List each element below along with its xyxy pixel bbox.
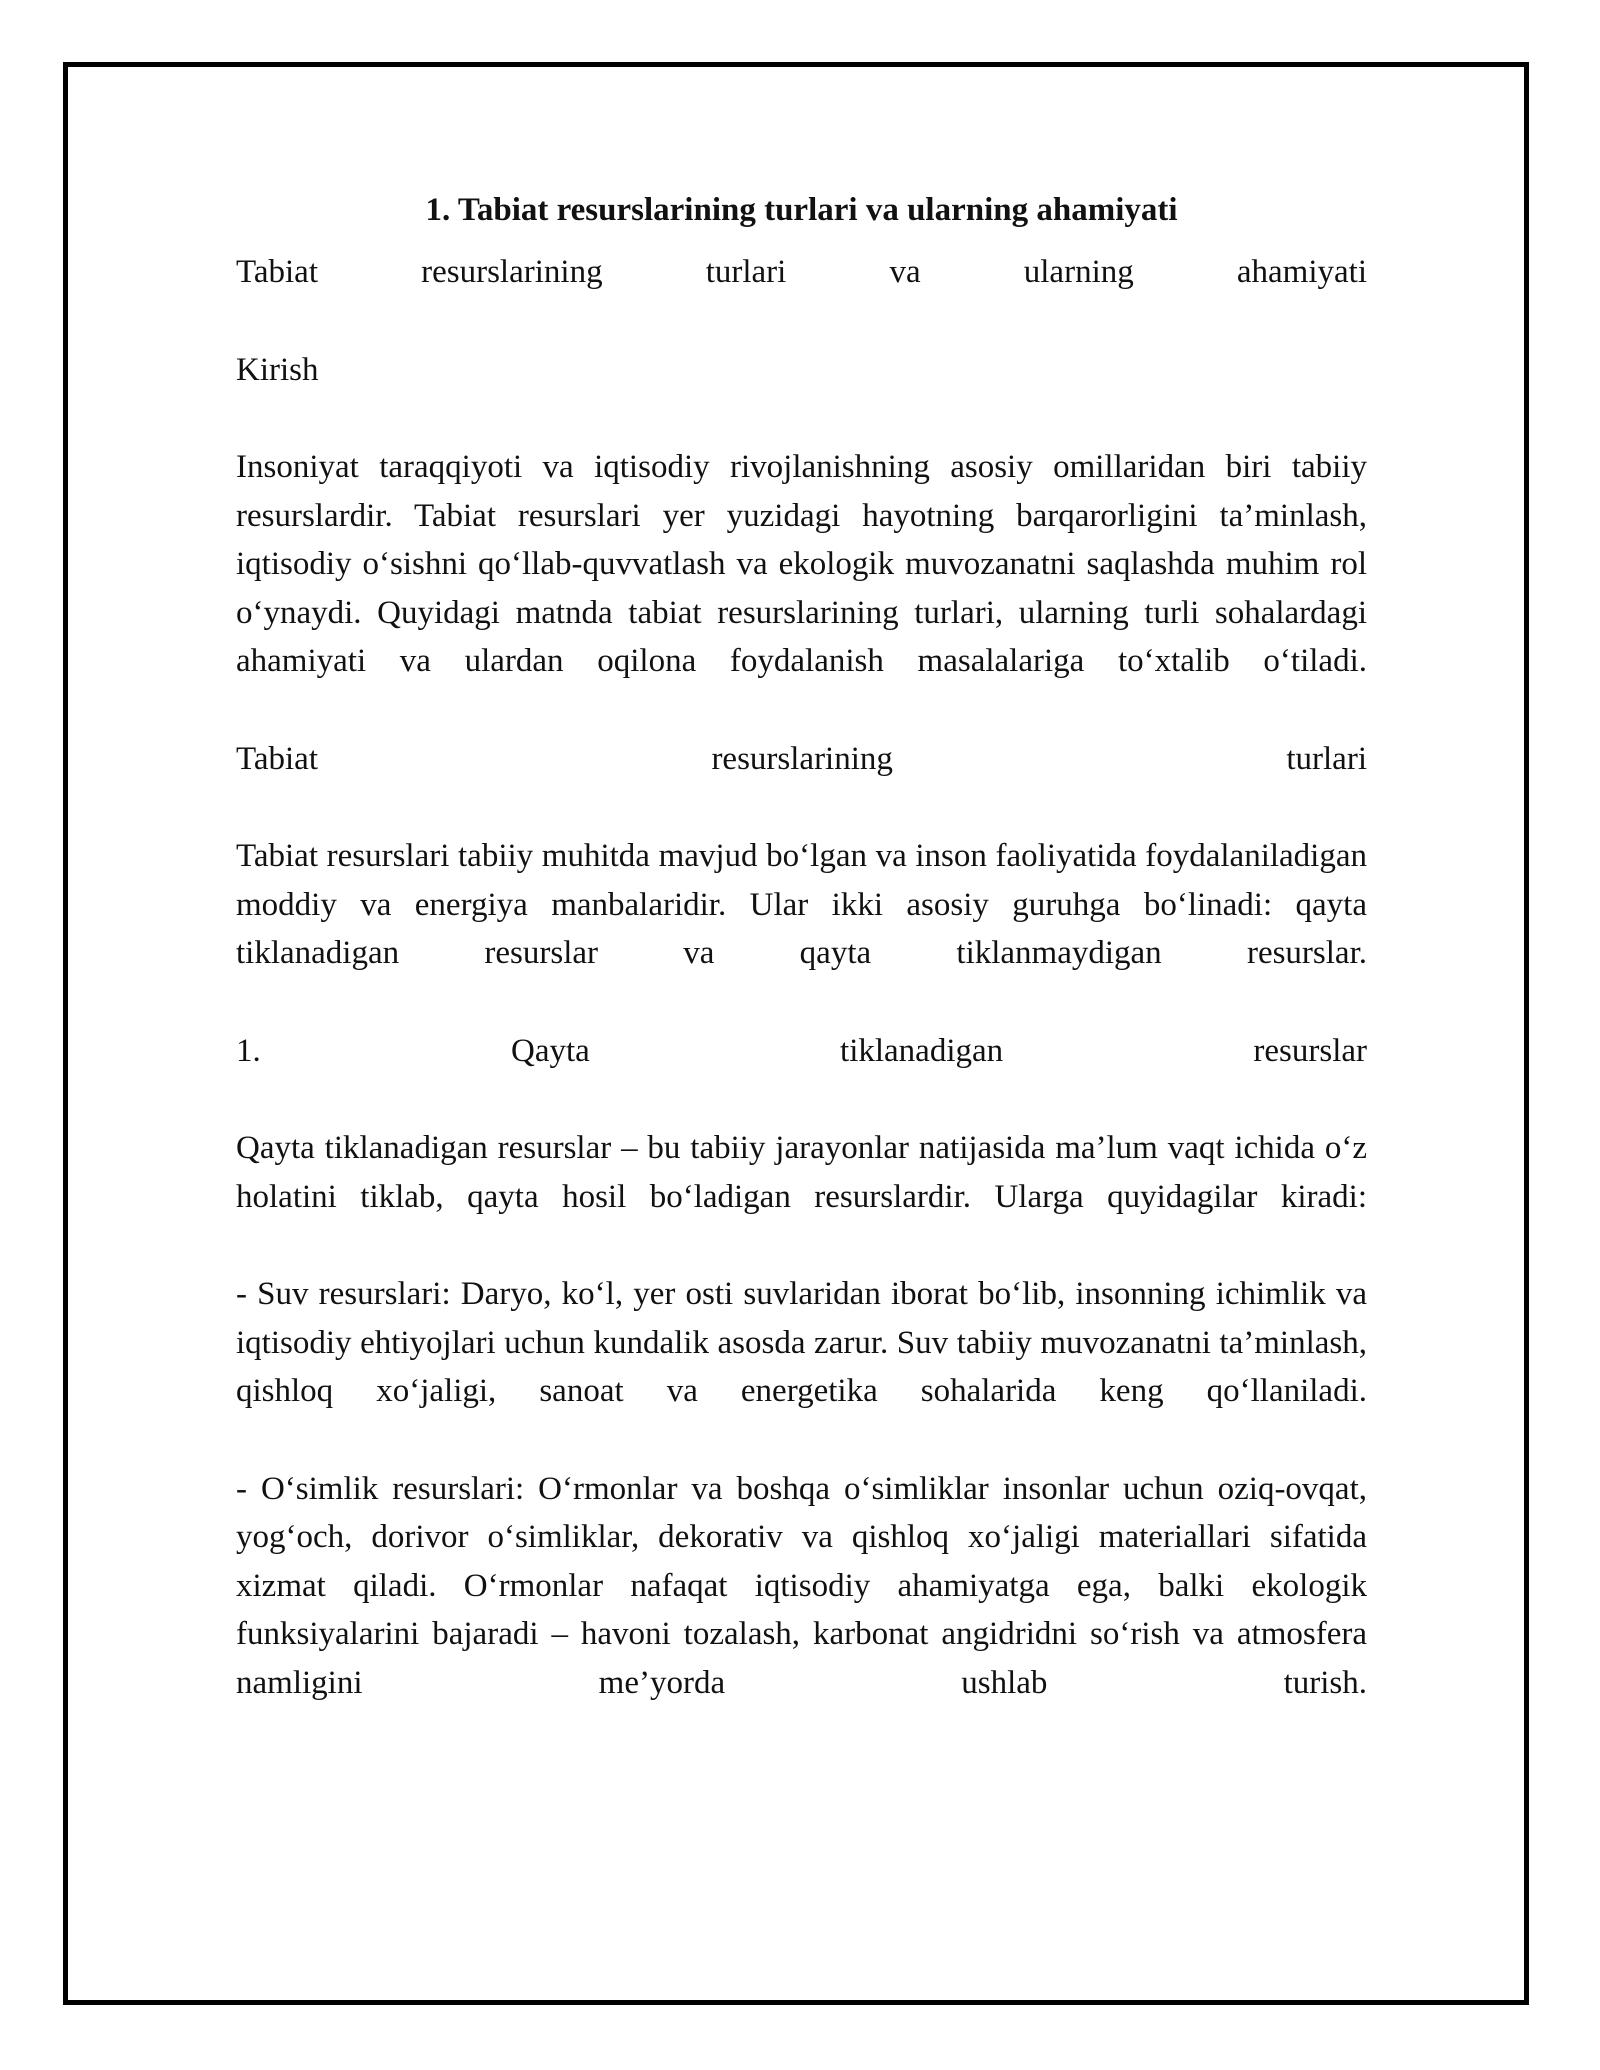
paragraph-heading-kirish: Kirish	[236, 351, 319, 388]
document-title: 1. Tabiat resurslarining turlari va ularning ahamiyati	[425, 192, 1178, 228]
paragraph-renewable-description: Qayta tiklanadigan resurslar – bu tabiiy jarayonlar natijasida ma’lum vaqt ichida o‘z holatini tiklab, qayta hosil bo‘ladigan resurslardir. Ularga quyidagilar kiradi:	[236, 1130, 1367, 1215]
paragraph-plant-resources: - O‘simlik resurslari: O‘rmonlar va boshqa o‘simliklar insonlar uchun oziq-ovqat, yog‘och, dorivor o‘simliklar, dekorativ va qishloq xo‘jaligi materiallari sifatida xizmat qiladi. O‘rmonlar nafaqat iqtisodiy ahamiyatga ega, balki ekologik funksiyalarini bajaradi – havoni tozalash, karbonat angidridni so‘rish va atmosfera namligini me’yorda ushlab turish.	[236, 1470, 1367, 1701]
paragraph-heading-renewable: 1. Qayta tiklanadigan resurslar	[236, 1032, 1367, 1069]
paragraph-subtitle: Tabiat resurslarining turlari va ularning ahamiyati	[236, 254, 1367, 290]
paragraph-introduction: Insoniyat taraqqiyoti va iqtisodiy rivojlanishning asosiy omillaridan biri tabiiy resurslardir. Tabiat resurslari yer yuzidagi hayotning barqarorligini ta’minlash, iqtisodiy o‘sishni qo‘llab-quvvatlash va ekologik muvozanatni saqlashda muhim rol o‘ynaydi. Quyidagi matnda tabiat resurslarining turlari, ularning turli sohalardagi ahamiyati va ulardan oqilona foydalanish masalalariga to‘xtalib o‘tiladi.	[236, 449, 1367, 679]
paragraph-heading-types: Tabiat resurslarining turlari	[236, 740, 1367, 777]
paragraph-types-description: Tabiat resurslari tabiiy muhitda mavjud bo‘lgan va inson faoliyatida foydalaniladigan moddiy va energiya manbalaridir. Ular ikki asosiy guruhga bo‘linadi: qayta tiklanadigan resurslar va qayta tiklanmaydigan resurslar.	[236, 838, 1367, 971]
paragraph-water-resources: - Suv resurslari: Daryo, ko‘l, yer osti suvlaridan iborat bo‘lib, insonning ichimlik va iqtisodiy ehtiyojlari uchun kundalik asosda zarur. Suv tabiiy muvozanatni ta’minlash, qishloq xo‘jaligi, sanoat va energetika sohalarida keng qo‘llaniladi.	[236, 1276, 1367, 1409]
document-body	[236, 186, 1367, 1707]
